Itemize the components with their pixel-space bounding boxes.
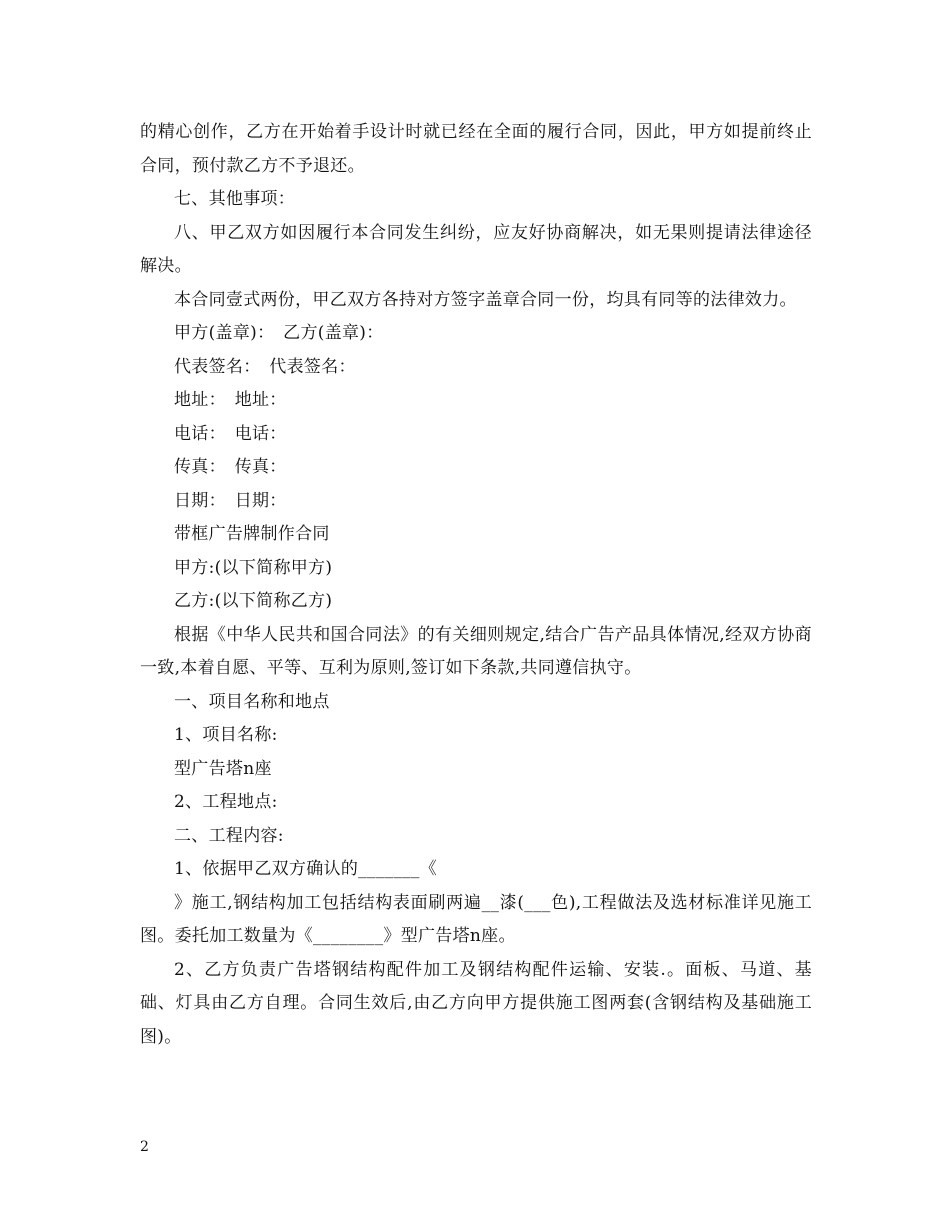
- paragraph: 1、依据甲乙双方确认的_______《: [174, 859, 438, 879]
- signature-line: 传真： 传真：: [174, 457, 287, 477]
- paragraph: 根据《中华人民共和国合同法》的有关细则规定,结合广告产品具体情况,经双方协商一致,本着自愿、平等、互利为原则,签订如下条款,共同遵信执守。: [140, 624, 812, 678]
- signature-line: 日期： 日期：: [174, 490, 287, 511]
- section-heading: 二、工程内容:: [174, 825, 284, 846]
- paragraph: 的精心创作，乙方在开始着手设计时就已经在全面的履行合同，因此，甲方如提前终止合同，预付款乙方不予退还。: [140, 122, 812, 176]
- page-number: 2: [140, 1139, 149, 1155]
- paragraph: 七、其他事项：: [174, 189, 296, 209]
- party-line: 乙方:(以下简称乙方): [174, 591, 333, 611]
- signature-line: 代表签名： 代表签名：: [174, 356, 356, 377]
- paragraph: 2、乙方负责广告塔钢结构配件加工及钢结构配件运输、安装.。面板、马道、基础、灯具由乙方自理。合同生效后,由乙方向甲方提供施工图两套(含钢结构及基础施工图)。: [140, 959, 812, 1047]
- document-body: [140, 116, 812, 1054]
- paragraph: 本合同壹式两份，甲乙双方各持对方签字盖章合同一份，均具有同等的法律效力。: [174, 289, 797, 310]
- paragraph: 2、工程地点:: [174, 792, 278, 812]
- signature-line: 地址： 地址：: [174, 390, 287, 410]
- paragraph: 八、甲乙双方如因履行本合同发生纠纷，应友好协商解决，如无果则提请法律途径解决。: [140, 222, 812, 276]
- contract-title: 带框广告牌制作合同: [174, 524, 330, 544]
- paragraph: 型广告塔n座: [174, 758, 272, 779]
- section-heading: 一、项目名称和地点: [174, 691, 330, 712]
- signature-line: 甲方(盖章)： 乙方(盖章)：: [174, 323, 384, 343]
- party-line: 甲方:(以下简称甲方): [174, 557, 333, 578]
- paragraph: 》施工,钢结构加工包括结构表面刷两遍__漆(___色),工程做法及选材标准详见施工图。委托加工数量为《________》型广告塔n座。: [140, 892, 812, 946]
- paragraph: 1、项目名称:: [174, 725, 278, 745]
- signature-line: 电话： 电话：: [174, 423, 287, 444]
